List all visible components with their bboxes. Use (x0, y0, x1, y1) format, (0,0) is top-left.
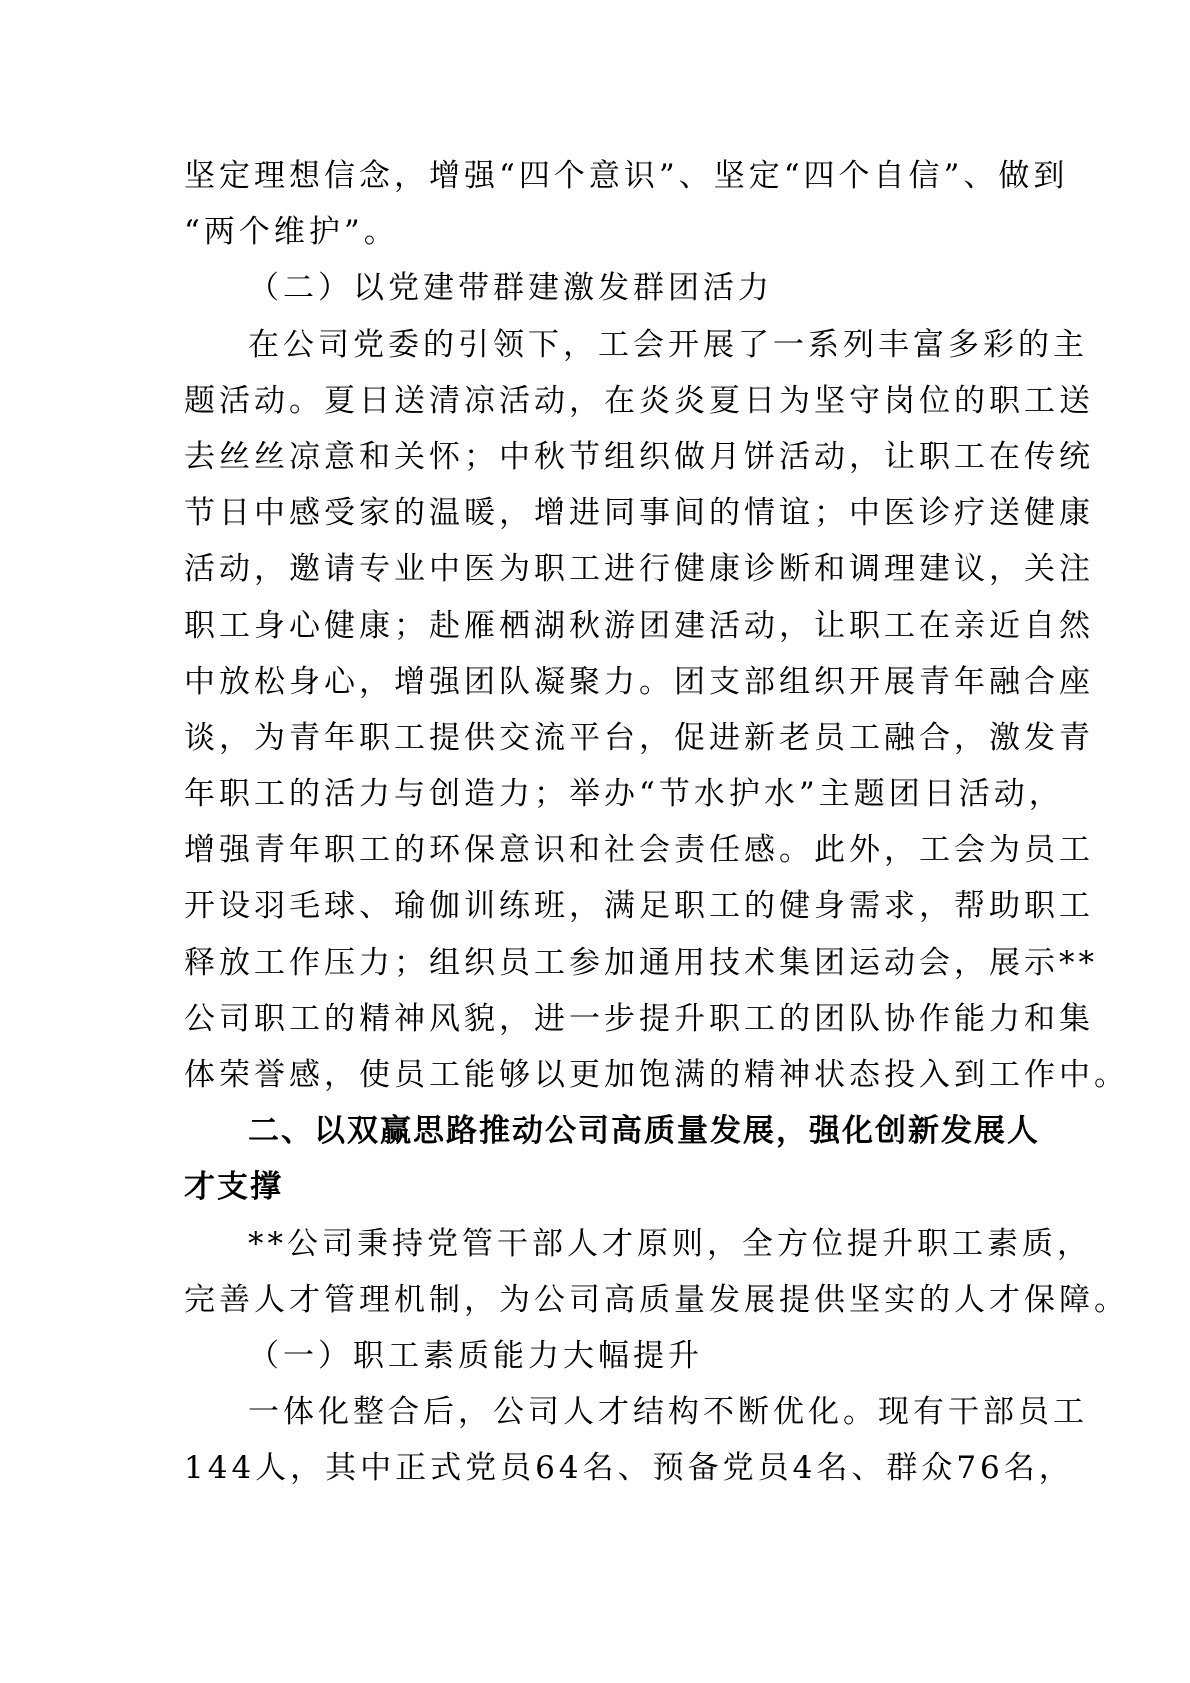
section-heading-2: （一）职工素质能力大幅提升 (248, 1337, 703, 1374)
paragraph-line: 活动，邀请专业中医为职工进行健康诊断和调理建议，关注 (184, 551, 1094, 588)
paragraph-line: 题活动。夏日送清凉活动，在炎炎夏日为坚守岗位的职工送 (184, 382, 1094, 419)
paragraph-line: 去丝丝凉意和关怀；中秋节组织做月饼活动，让职工在传统 (184, 438, 1094, 475)
paragraph-line: 谈，为青年职工提供交流平台，促进新老员工融合，激发青 (184, 719, 1094, 756)
paragraph-line: 144人，其中正式党员64名、预备党员4名、群众76名， (184, 1450, 1074, 1487)
paragraph-line: “两个维护”。 (184, 214, 399, 251)
paragraph-line: 年职工的活力与创造力；举办“节水护水”主题团日活动， (184, 776, 1064, 813)
section-heading-2: （二）以党建带群建激发群团活力 (248, 270, 773, 307)
paragraph-line: 释放工作压力；组织员工参加通用技术集团运动会，展示** (184, 944, 1098, 981)
paragraph-line: 坚定理想信念，增强“四个意识”、坚定“四个自信”、做到 (184, 158, 1069, 194)
document-page (184, 148, 1129, 1497)
paragraph-line: 一体化整合后，公司人才结构不断优化。现有干部员工 (248, 1394, 1088, 1431)
paragraph-line: 中放松身心，增强团队凝聚力。团支部组织开展青年融合座 (184, 663, 1094, 700)
section-heading-1-continued: 才支撑 (184, 1169, 283, 1206)
paragraph-line: **公司秉持党管干部人才原则，全方位提升职工素质， (248, 1225, 1092, 1262)
paragraph-line: 完善人才管理机制，为公司高质量发展提供坚实的人才保障。 (184, 1281, 1129, 1318)
paragraph-line: 在公司党委的引领下，工会开展了一系列丰富多彩的主 (248, 326, 1088, 363)
section-heading-1: 二、以双赢思路推动公司高质量发展，强化创新发展人 (248, 1113, 1040, 1150)
paragraph-line: 职工身心健康；赴雁栖湖秋游团建活动，让职工在亲近自然 (184, 607, 1094, 644)
paragraph-line: 节日中感受家的温暖，增进同事间的情谊；中医诊疗送健康 (184, 495, 1094, 532)
paragraph-line: 公司职工的精神风貌，进一步提升职工的团队协作能力和集 (184, 1000, 1094, 1037)
paragraph-line: 增强青年职工的环保意识和社会责任感。此外，工会为员工 (184, 832, 1094, 869)
paragraph-line: 体荣誉感，使员工能够以更加饱满的精神状态投入到工作中。 (184, 1057, 1129, 1093)
paragraph-line: 开设羽毛球、瑜伽训练班，满足职工的健身需求，帮助职工 (184, 888, 1094, 925)
